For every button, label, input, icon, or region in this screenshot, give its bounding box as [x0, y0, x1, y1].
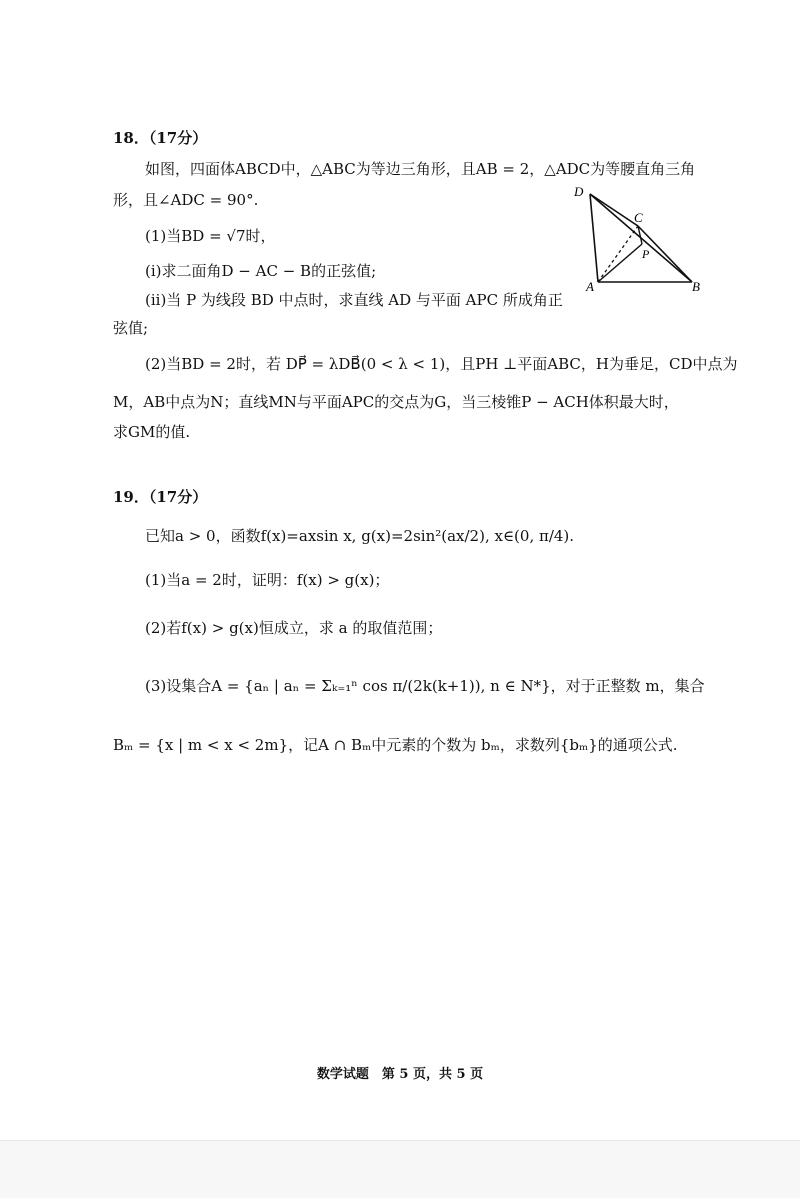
- q18-part1-i: (i)求二面角D − AC − B的正弦值;: [145, 262, 377, 280]
- q18-part2-b: M，AB中点为N；直线MN与平面APC的交点为G，当三棱锥P − ACH体积最大时，: [113, 393, 679, 411]
- q19-stem: 已知a > 0，函数f(x)=axsin x, g(x)=2sin²(ax/2), x∈(0, π/4).: [145, 527, 575, 545]
- q19-part2: (2)若f(x) > g(x)恒成立，求 a 的取值范围；: [145, 619, 443, 637]
- q19-part1: (1)当a = 2时，证明：f(x) > g(x)；: [145, 571, 390, 589]
- q18-part1: (1)当BD = √7时，: [145, 227, 276, 245]
- q19-part3-b: Bₘ = {x | m < x < 2m}，记A ∩ Bₘ中元素的个数为 bₘ，求数列{bₘ}的通项公式.: [113, 736, 678, 754]
- label-c: C: [634, 210, 643, 225]
- bottom-divider: [0, 1140, 800, 1141]
- q18-number: 18．（17分）: [113, 129, 208, 147]
- q18-stem-line2: 形，且∠ADC = 90°.: [113, 191, 259, 209]
- q18-part2-c: 求GM的值.: [113, 423, 191, 441]
- label-d: D: [574, 184, 584, 199]
- edge-ac-hidden: [598, 226, 638, 282]
- q18-part1-ii-b: 弦值;: [113, 319, 149, 337]
- edge-dc: [590, 194, 638, 226]
- q19-number: 19．（17分）: [113, 488, 208, 506]
- label-a: A: [586, 279, 594, 294]
- label-b: B: [692, 279, 700, 294]
- edge-da: [590, 194, 598, 282]
- page-footer: 数学试题 第 5 页，共 5 页: [316, 1067, 484, 1082]
- tetrahedron-figure: [570, 182, 720, 302]
- q18-part1-ii-a: (ii)当 P 为线段 BD 中点时，求直线 AD 与平面 APC 所成角正: [145, 291, 563, 309]
- q19-part3: (3)设集合A = {aₙ | aₙ = Σₖ₌₁ⁿ cos π/(2k(k+1)), n ∈ N*}，对于正整数 m，集合: [145, 677, 705, 695]
- bottom-margin: [0, 1140, 800, 1198]
- label-p: P: [642, 247, 650, 261]
- edge-ap: [598, 244, 642, 282]
- q18-part2-a: (2)当BD = 2时，若 DP⃗ = λDB⃗(0 < λ < 1)，且PH ⊥平面ABC，H为垂足，CD中点为: [145, 355, 738, 373]
- q18-stem-line1: 如图，四面体ABCD中，△ABC为等边三角形，且AB = 2，△ADC为等腰直角三角: [145, 160, 696, 178]
